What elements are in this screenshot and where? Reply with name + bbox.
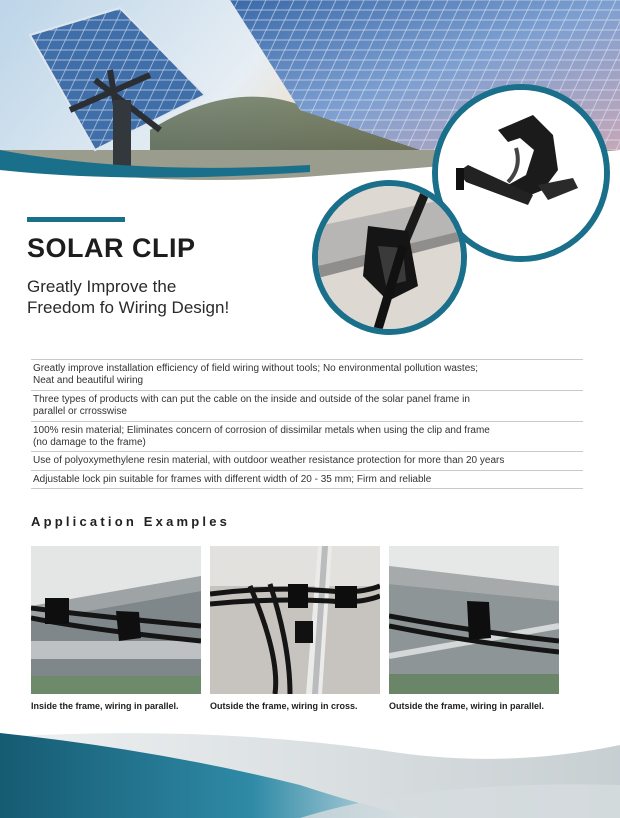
photo-outside-parallel-icon: [389, 546, 559, 694]
feature-line: Greatly improve installation efficiency of field wiring without tools; No environmental pollution wastes;: [33, 363, 479, 374]
application-examples-heading: Application Examples: [31, 514, 231, 529]
caption-outside-cross: Outside the frame, wiring in cross.: [210, 701, 358, 711]
feature-item: [31, 360, 583, 391]
feature-item: [31, 452, 583, 470]
feature-line: (no damage to the frame): [33, 437, 146, 449]
application-photo-inside-parallel: [31, 546, 201, 694]
title-accent-bar: [27, 217, 125, 222]
feature-line: 100% resin material; Eliminates concern of corrosion of dissimilar metals when using the clip and frame: [33, 424, 490, 436]
caption-outside-parallel: Outside the frame, wiring in parallel.: [389, 701, 545, 711]
page-title: SOLAR CLIP: [27, 233, 196, 263]
caption-inside-parallel: Inside the frame, wiring in parallel.: [31, 701, 179, 711]
feature-line: Use of polyoxymethylene resin material, with outdoor weather resistance protection for more than 20 years: [33, 455, 505, 467]
subtitle-line: Greatly Improve the: [27, 277, 177, 296]
feature-line: Three types of products with can put the cable on the inside and outside of the solar panel frame in: [33, 393, 470, 405]
feature-line: Adjustable lock pin suitable for frames with different width of 20 - 35 mm; Firm and reliable: [33, 473, 432, 485]
feature-item: [31, 391, 583, 422]
application-photo-outside-parallel: [389, 546, 559, 694]
feature-line: parallel or crrosswise: [33, 406, 127, 418]
page-subtitle: [27, 276, 297, 318]
feature-item: [31, 471, 583, 489]
clip-on-frame-icon: [318, 186, 461, 329]
solar-clip-product-icon: [438, 90, 604, 256]
feature-item: [31, 422, 583, 453]
feature-list: [31, 359, 583, 489]
subtitle-line: Freedom fo Wiring Design!: [27, 298, 230, 317]
photo-outside-cross-icon: [210, 546, 380, 694]
photo-inside-parallel-icon: [31, 546, 201, 694]
installation-closeup-image: [312, 180, 467, 335]
footer-wave-decoration: [0, 725, 620, 818]
application-photo-outside-cross: [210, 546, 380, 694]
feature-line: Neat and beautiful wiring: [33, 375, 144, 387]
